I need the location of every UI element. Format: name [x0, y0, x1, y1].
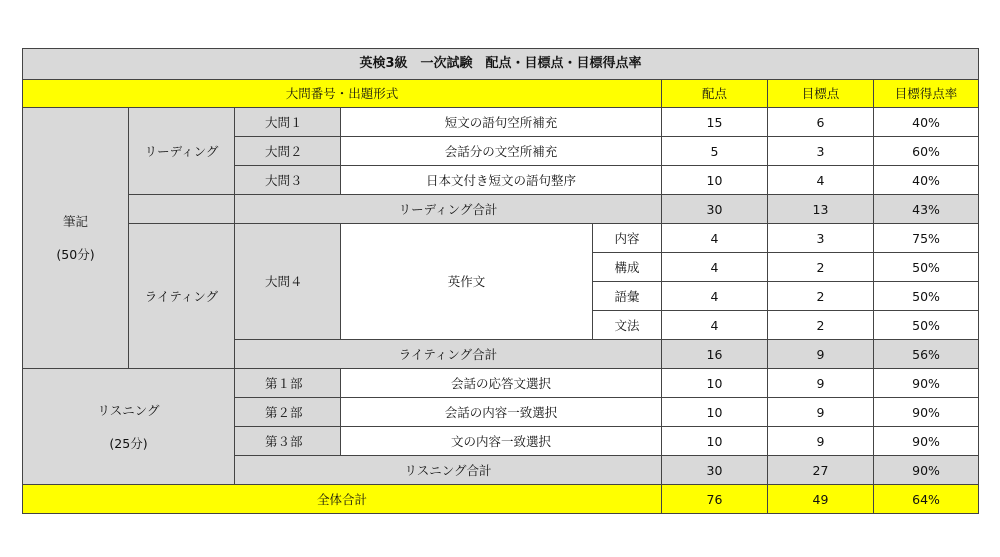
points-cell: 4 [662, 282, 768, 311]
points-cell: 10 [662, 369, 768, 398]
rate-cell: 60% [874, 137, 979, 166]
table-row [23, 369, 979, 398]
points-cell: 10 [662, 427, 768, 456]
rate-cell: 90% [874, 456, 979, 485]
reading-subtotal-label: リーディング合計 [235, 195, 662, 224]
points-cell: 10 [662, 398, 768, 427]
writing-aspect: 語彙 [593, 282, 662, 311]
total-label: 全体合計 [23, 485, 662, 514]
listening-time: (25分) [109, 435, 148, 451]
target-cell: 9 [768, 340, 874, 369]
target-cell: 2 [768, 282, 874, 311]
header-points: 配点 [662, 80, 768, 108]
writing-aspect: 構成 [593, 253, 662, 282]
rate-cell: 64% [874, 485, 979, 514]
listening-section-label [23, 369, 235, 485]
listening-label: リスニング [97, 402, 160, 418]
points-cell: 4 [662, 224, 768, 253]
score-table [22, 48, 979, 514]
rate-cell: 50% [874, 311, 979, 340]
writing-label: ライティング [129, 224, 235, 369]
target-cell: 3 [768, 224, 874, 253]
question-format: 会話分の文空所補充 [341, 137, 662, 166]
target-cell: 4 [768, 166, 874, 195]
rate-cell: 40% [874, 166, 979, 195]
question-format: 会話の内容一致選択 [341, 398, 662, 427]
header-rate: 目標得点率 [874, 80, 979, 108]
target-cell: 9 [768, 398, 874, 427]
question-format: 英作文 [341, 224, 593, 340]
target-cell: 9 [768, 427, 874, 456]
written-label: 筆記 [62, 214, 88, 229]
rate-cell: 50% [874, 253, 979, 282]
listening-subtotal-label: リスニング合計 [235, 456, 662, 485]
question-number: 第３部 [235, 427, 341, 456]
points-cell: 15 [662, 108, 768, 137]
points-cell: 4 [662, 311, 768, 340]
header-target: 目標点 [768, 80, 874, 108]
reading-label: リーディング [129, 108, 235, 195]
table-row [23, 224, 979, 253]
question-number: 大問３ [235, 166, 341, 195]
question-number: 大問１ [235, 108, 341, 137]
table-row [23, 108, 979, 137]
points-cell: 4 [662, 253, 768, 282]
rate-cell: 90% [874, 398, 979, 427]
rate-cell: 50% [874, 282, 979, 311]
target-cell: 13 [768, 195, 874, 224]
points-cell: 30 [662, 456, 768, 485]
writing-aspect: 文法 [593, 311, 662, 340]
points-cell: 76 [662, 485, 768, 514]
rate-cell: 90% [874, 369, 979, 398]
question-number: 大問４ [235, 224, 341, 340]
question-number: 第１部 [235, 369, 341, 398]
points-cell: 30 [662, 195, 768, 224]
target-cell: 2 [768, 311, 874, 340]
rate-cell: 90% [874, 427, 979, 456]
rate-cell: 75% [874, 224, 979, 253]
written-section-label [23, 108, 129, 369]
points-cell: 10 [662, 166, 768, 195]
writing-subtotal-label: ライティング合計 [235, 340, 662, 369]
target-cell: 3 [768, 137, 874, 166]
writing-aspect: 内容 [593, 224, 662, 253]
target-cell: 2 [768, 253, 874, 282]
question-format: 日本文付き短文の語句整序 [341, 166, 662, 195]
written-time: (50分) [56, 247, 95, 262]
question-number: 大問２ [235, 137, 341, 166]
rate-cell: 56% [874, 340, 979, 369]
target-cell: 6 [768, 108, 874, 137]
reading-label-filler [129, 195, 235, 224]
points-cell: 16 [662, 340, 768, 369]
points-cell: 5 [662, 137, 768, 166]
target-cell: 49 [768, 485, 874, 514]
question-number: 第２部 [235, 398, 341, 427]
total-row [23, 485, 979, 514]
target-cell: 9 [768, 369, 874, 398]
target-cell: 27 [768, 456, 874, 485]
question-format: 文の内容一致選択 [341, 427, 662, 456]
question-format: 短文の語句空所補充 [341, 108, 662, 137]
table-title: 英検3級 一次試験 配点・目標点・目標得点率 [23, 49, 979, 80]
header-category: 大問番号・出題形式 [23, 80, 662, 108]
question-format: 会話の応答文選択 [341, 369, 662, 398]
rate-cell: 40% [874, 108, 979, 137]
subtotal-row [23, 195, 979, 224]
rate-cell: 43% [874, 195, 979, 224]
